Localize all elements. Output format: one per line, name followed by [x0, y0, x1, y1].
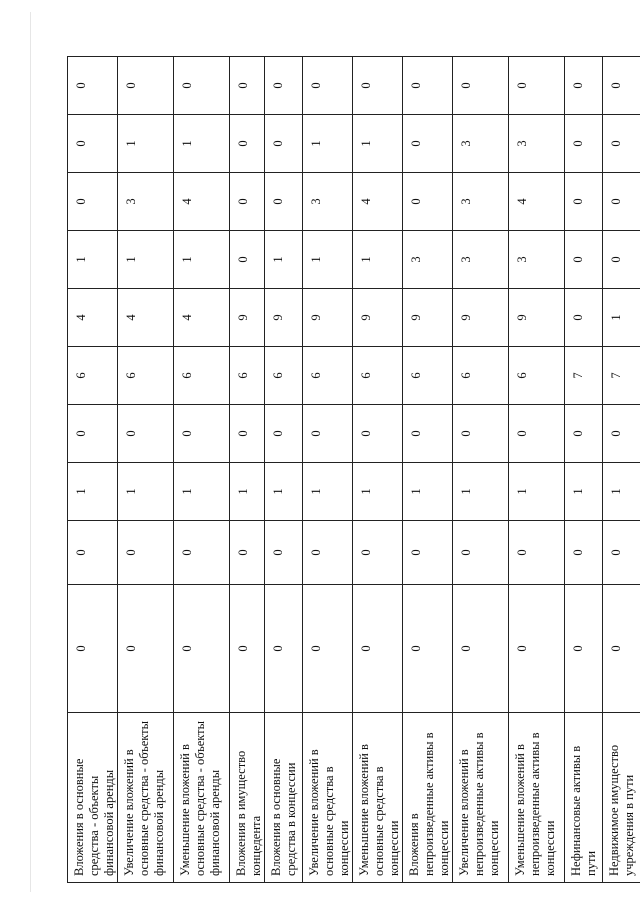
- code-digit-cell: 1: [403, 463, 453, 521]
- account-name-cell: Уменьшение вложений в основные средства в концессии: [353, 713, 403, 883]
- code-digit-cell: 0: [353, 405, 403, 463]
- code-digit-cell: 0: [118, 521, 174, 585]
- code-digit-cell: 0: [303, 57, 353, 115]
- code-digit-cell: 0: [230, 521, 265, 585]
- code-digit-cell: 0: [403, 585, 453, 713]
- code-digit-cell: 3: [303, 173, 353, 231]
- table-row: [303, 57, 353, 883]
- table-row: [118, 57, 174, 883]
- table-row: [565, 57, 603, 883]
- code-digit-cell: 0: [230, 405, 265, 463]
- rotated-table-container: [67, 57, 636, 883]
- code-digit-cell: 0: [565, 115, 603, 173]
- code-digit-cell: 6: [265, 347, 303, 405]
- code-digit-cell: 4: [353, 173, 403, 231]
- code-digit-cell: 0: [565, 289, 603, 347]
- code-digit-cell: 0: [174, 521, 230, 585]
- code-digit-cell: 1: [509, 463, 565, 521]
- code-digit-cell: 0: [230, 115, 265, 173]
- code-digit-cell: 9: [303, 289, 353, 347]
- code-digit-cell: 1: [453, 463, 509, 521]
- code-digit-cell: 0: [230, 585, 265, 713]
- code-digit-cell: 4: [174, 289, 230, 347]
- code-digit-cell: 4: [68, 289, 118, 347]
- code-digit-cell: 0: [68, 521, 118, 585]
- account-name-cell: Увеличение вложений в непроизведенные активы в концессии: [453, 713, 509, 883]
- code-digit-cell: 0: [603, 231, 640, 289]
- code-digit-cell: 1: [68, 231, 118, 289]
- account-name-cell: Увеличение вложений в основные средства в концессии: [303, 713, 353, 883]
- code-digit-cell: 9: [353, 289, 403, 347]
- code-digit-cell: 1: [174, 115, 230, 173]
- table-row: [230, 57, 265, 883]
- code-digit-cell: 0: [509, 405, 565, 463]
- code-digit-cell: 0: [509, 521, 565, 585]
- code-digit-cell: 0: [118, 585, 174, 713]
- code-digit-cell: 0: [565, 521, 603, 585]
- accounts-table: [67, 56, 640, 883]
- code-digit-cell: 0: [353, 585, 403, 713]
- code-digit-cell: 0: [565, 173, 603, 231]
- code-digit-cell: 9: [453, 289, 509, 347]
- code-digit-cell: 1: [118, 463, 174, 521]
- code-digit-cell: 0: [230, 173, 265, 231]
- code-digit-cell: 0: [68, 585, 118, 713]
- table-row: [603, 57, 640, 883]
- code-digit-cell: 0: [403, 521, 453, 585]
- code-digit-cell: 6: [303, 347, 353, 405]
- code-digit-cell: 3: [118, 173, 174, 231]
- table-row: [68, 57, 118, 883]
- code-digit-cell: 4: [509, 173, 565, 231]
- code-digit-cell: 0: [565, 585, 603, 713]
- code-digit-cell: 9: [509, 289, 565, 347]
- code-digit-cell: 0: [603, 405, 640, 463]
- code-digit-cell: 0: [174, 405, 230, 463]
- code-digit-cell: 1: [174, 463, 230, 521]
- account-name-cell: Вложения в основные средства - объекты финансовой аренды: [68, 713, 118, 883]
- code-digit-cell: 0: [68, 57, 118, 115]
- code-digit-cell: 1: [303, 463, 353, 521]
- code-digit-cell: 0: [174, 585, 230, 713]
- code-digit-cell: 1: [118, 231, 174, 289]
- account-name-cell: Вложения в имущество концедента: [230, 713, 265, 883]
- code-digit-cell: 3: [453, 115, 509, 173]
- code-digit-cell: 0: [265, 521, 303, 585]
- code-digit-cell: 0: [303, 405, 353, 463]
- code-digit-cell: 6: [509, 347, 565, 405]
- code-digit-cell: 1: [230, 463, 265, 521]
- code-digit-cell: 0: [303, 585, 353, 713]
- code-digit-cell: 0: [353, 521, 403, 585]
- code-digit-cell: 1: [68, 463, 118, 521]
- code-digit-cell: 0: [265, 585, 303, 713]
- code-digit-cell: 3: [509, 115, 565, 173]
- code-digit-cell: 3: [403, 231, 453, 289]
- code-digit-cell: 0: [403, 173, 453, 231]
- code-digit-cell: 6: [118, 347, 174, 405]
- code-digit-cell: 0: [453, 585, 509, 713]
- code-digit-cell: 0: [118, 405, 174, 463]
- code-digit-cell: 0: [403, 57, 453, 115]
- code-digit-cell: 6: [68, 347, 118, 405]
- code-digit-cell: 0: [68, 173, 118, 231]
- code-digit-cell: 0: [403, 115, 453, 173]
- code-digit-cell: 1: [303, 231, 353, 289]
- code-digit-cell: 0: [565, 57, 603, 115]
- code-digit-cell: 0: [118, 57, 174, 115]
- code-digit-cell: 0: [453, 57, 509, 115]
- code-digit-cell: 9: [403, 289, 453, 347]
- account-name-cell: Уменьшение вложений в непроизведенные активы в концессии: [509, 713, 565, 883]
- code-digit-cell: 3: [453, 231, 509, 289]
- code-digit-cell: 1: [603, 289, 640, 347]
- code-digit-cell: 0: [603, 521, 640, 585]
- code-digit-cell: 1: [603, 463, 640, 521]
- code-digit-cell: 6: [174, 347, 230, 405]
- code-digit-cell: 4: [118, 289, 174, 347]
- code-digit-cell: 1: [565, 463, 603, 521]
- account-name-cell: Недвижимое имущество учреждения в пути: [603, 713, 640, 883]
- table-row: [403, 57, 453, 883]
- code-digit-cell: 9: [265, 289, 303, 347]
- code-digit-cell: 0: [453, 405, 509, 463]
- code-digit-cell: 0: [603, 585, 640, 713]
- code-digit-cell: 0: [403, 405, 453, 463]
- code-digit-cell: 0: [509, 585, 565, 713]
- code-digit-cell: 3: [453, 173, 509, 231]
- code-digit-cell: 1: [174, 231, 230, 289]
- code-digit-cell: 0: [603, 115, 640, 173]
- code-digit-cell: 1: [265, 231, 303, 289]
- account-name-cell: Увеличение вложений в основные средства - объекты финансовой аренды: [118, 713, 174, 883]
- code-digit-cell: 0: [265, 115, 303, 173]
- code-digit-cell: 0: [353, 57, 403, 115]
- code-digit-cell: 7: [603, 347, 640, 405]
- code-digit-cell: 0: [453, 521, 509, 585]
- code-digit-cell: 9: [230, 289, 265, 347]
- account-name-cell: Вложения в непроизведенные активы в концессии: [403, 713, 453, 883]
- code-digit-cell: 0: [230, 231, 265, 289]
- code-digit-cell: 0: [509, 57, 565, 115]
- account-name-cell: Нефинансовые активы в пути: [565, 713, 603, 883]
- account-name-cell: Уменьшение вложений в основные средства - объекты финансовой аренды: [174, 713, 230, 883]
- code-digit-cell: 0: [265, 173, 303, 231]
- table-row: [174, 57, 230, 883]
- code-digit-cell: 0: [565, 405, 603, 463]
- page-margin-rule: [30, 12, 31, 892]
- table-row: [353, 57, 403, 883]
- code-digit-cell: 1: [118, 115, 174, 173]
- code-digit-cell: 0: [68, 115, 118, 173]
- code-digit-cell: 6: [403, 347, 453, 405]
- code-digit-cell: 0: [265, 405, 303, 463]
- table-body: [68, 57, 640, 883]
- code-digit-cell: 6: [230, 347, 265, 405]
- code-digit-cell: 0: [603, 57, 640, 115]
- code-digit-cell: 0: [303, 521, 353, 585]
- code-digit-cell: 1: [265, 463, 303, 521]
- table-row: [265, 57, 303, 883]
- code-digit-cell: 1: [303, 115, 353, 173]
- code-digit-cell: 0: [68, 405, 118, 463]
- code-digit-cell: 6: [453, 347, 509, 405]
- code-digit-cell: 0: [603, 173, 640, 231]
- account-name-cell: Вложения в основные средства в концессии: [265, 713, 303, 883]
- code-digit-cell: 1: [353, 231, 403, 289]
- code-digit-cell: 0: [174, 57, 230, 115]
- code-digit-cell: 3: [509, 231, 565, 289]
- code-digit-cell: 0: [265, 57, 303, 115]
- code-digit-cell: 4: [174, 173, 230, 231]
- code-digit-cell: 1: [353, 115, 403, 173]
- table-row: [509, 57, 565, 883]
- code-digit-cell: 0: [565, 231, 603, 289]
- code-digit-cell: 1: [353, 463, 403, 521]
- code-digit-cell: 6: [353, 347, 403, 405]
- code-digit-cell: 0: [230, 57, 265, 115]
- code-digit-cell: 7: [565, 347, 603, 405]
- table-row: [453, 57, 509, 883]
